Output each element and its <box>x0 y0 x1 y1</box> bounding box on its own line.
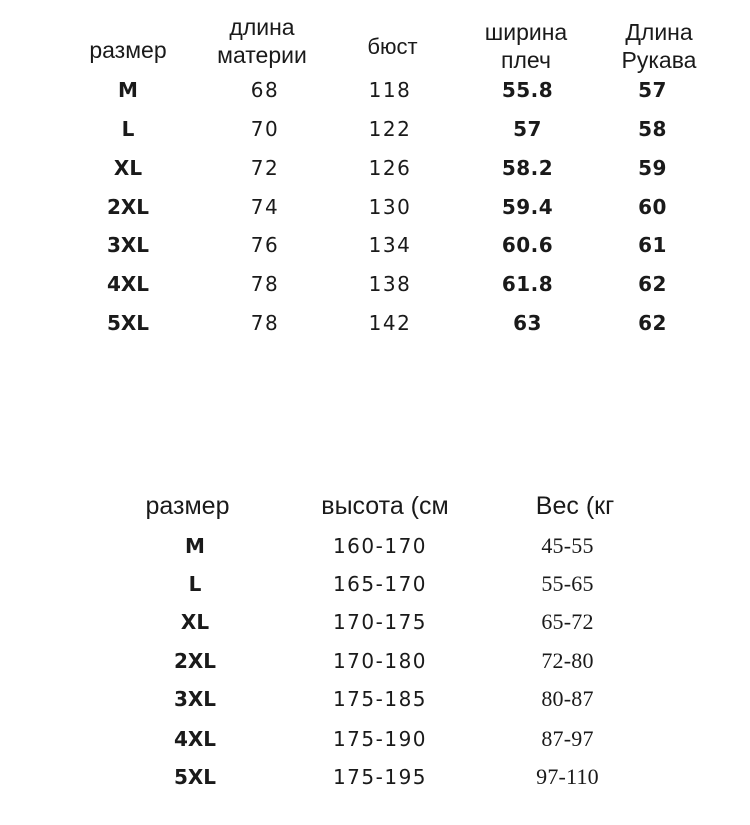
size-cell: XL <box>113 156 143 180</box>
bust-cell: 126 <box>368 156 412 180</box>
table-row <box>0 226 750 264</box>
sleeve-cell: 60 <box>638 195 667 219</box>
table-row <box>0 758 750 797</box>
header-garment-length: длина материи <box>217 14 307 68</box>
length-cell: 74 <box>250 195 280 219</box>
shoulder-cell: 61.8 <box>501 272 554 296</box>
header-size: размер <box>145 492 230 520</box>
bust-cell: 134 <box>368 233 412 257</box>
size-cell: L <box>188 572 202 596</box>
weight-cell: 97-110 <box>536 764 599 789</box>
size-cell: 3XL <box>106 233 150 257</box>
size-cell: 2XL <box>173 649 217 673</box>
shoulder-cell: 55.8 <box>501 78 554 102</box>
size-cell: 4XL <box>173 727 217 751</box>
length-cell: 70 <box>250 117 280 141</box>
table-row <box>0 71 750 109</box>
shoulder-cell: 60.6 <box>501 233 554 257</box>
weight-cell: 55-65 <box>541 571 594 596</box>
weight-cell: 72-80 <box>541 648 594 673</box>
length-cell: 76 <box>250 233 280 257</box>
weight-cell: 80-87 <box>541 686 594 711</box>
size-cell: XL <box>180 610 210 634</box>
sleeve-cell: 57 <box>638 78 667 102</box>
table-row <box>0 680 750 719</box>
height-cell: 175-190 <box>332 727 428 751</box>
header-size: размер <box>89 37 167 63</box>
height-cell: 165-170 <box>332 572 428 596</box>
length-cell: 72 <box>250 156 280 180</box>
height-cell: 160-170 <box>332 534 428 558</box>
shoulder-cell: 58.2 <box>501 156 554 180</box>
table-row <box>0 188 750 226</box>
table-row <box>0 304 750 342</box>
header-bust: бюст <box>367 34 418 59</box>
weight-cell: 87-97 <box>541 726 594 751</box>
length-cell: 78 <box>250 272 280 296</box>
table-row <box>0 603 750 642</box>
weight-cell: 45-55 <box>541 533 594 558</box>
table-row <box>0 720 750 759</box>
height-cell: 175-185 <box>332 687 428 711</box>
sleeve-cell: 59 <box>638 156 667 180</box>
shoulder-cell: 63 <box>513 311 542 335</box>
height-cell: 175-195 <box>332 765 428 789</box>
sleeve-cell: 62 <box>638 311 667 335</box>
shoulder-cell: 57 <box>513 117 542 141</box>
size-cell: M <box>185 534 205 558</box>
height-cell: 170-180 <box>332 649 428 673</box>
header-sleeve-length: Длина Рукава <box>621 19 697 73</box>
shoulder-cell: 59.4 <box>501 195 554 219</box>
sleeve-cell: 61 <box>638 233 667 257</box>
header-height: высота (см <box>321 492 449 520</box>
size-cell: 2XL <box>106 195 150 219</box>
bust-cell: 130 <box>368 195 412 219</box>
length-cell: 78 <box>250 311 280 335</box>
table-row <box>0 642 750 681</box>
length-cell: 68 <box>250 78 280 102</box>
bust-cell: 138 <box>368 272 412 296</box>
size-cell: 4XL <box>106 272 150 296</box>
table-row <box>0 149 750 187</box>
table-row <box>0 527 750 566</box>
size-cell: L <box>121 117 135 141</box>
bust-cell: 118 <box>368 78 412 102</box>
table-row <box>0 110 750 148</box>
header-shoulder-width: ширина плеч <box>484 19 568 73</box>
size-cell: 5XL <box>173 765 217 789</box>
sleeve-cell: 58 <box>638 117 667 141</box>
table-row <box>0 565 750 604</box>
table-row <box>0 265 750 303</box>
sleeve-cell: 62 <box>638 272 667 296</box>
bust-cell: 142 <box>368 311 412 335</box>
header-weight: Вес (кг <box>535 492 615 520</box>
size-cell: 3XL <box>173 687 217 711</box>
size-cell: M <box>118 78 138 102</box>
bust-cell: 122 <box>368 117 412 141</box>
height-cell: 170-175 <box>332 610 428 634</box>
weight-cell: 65-72 <box>541 609 594 634</box>
size-cell: 5XL <box>106 311 150 335</box>
